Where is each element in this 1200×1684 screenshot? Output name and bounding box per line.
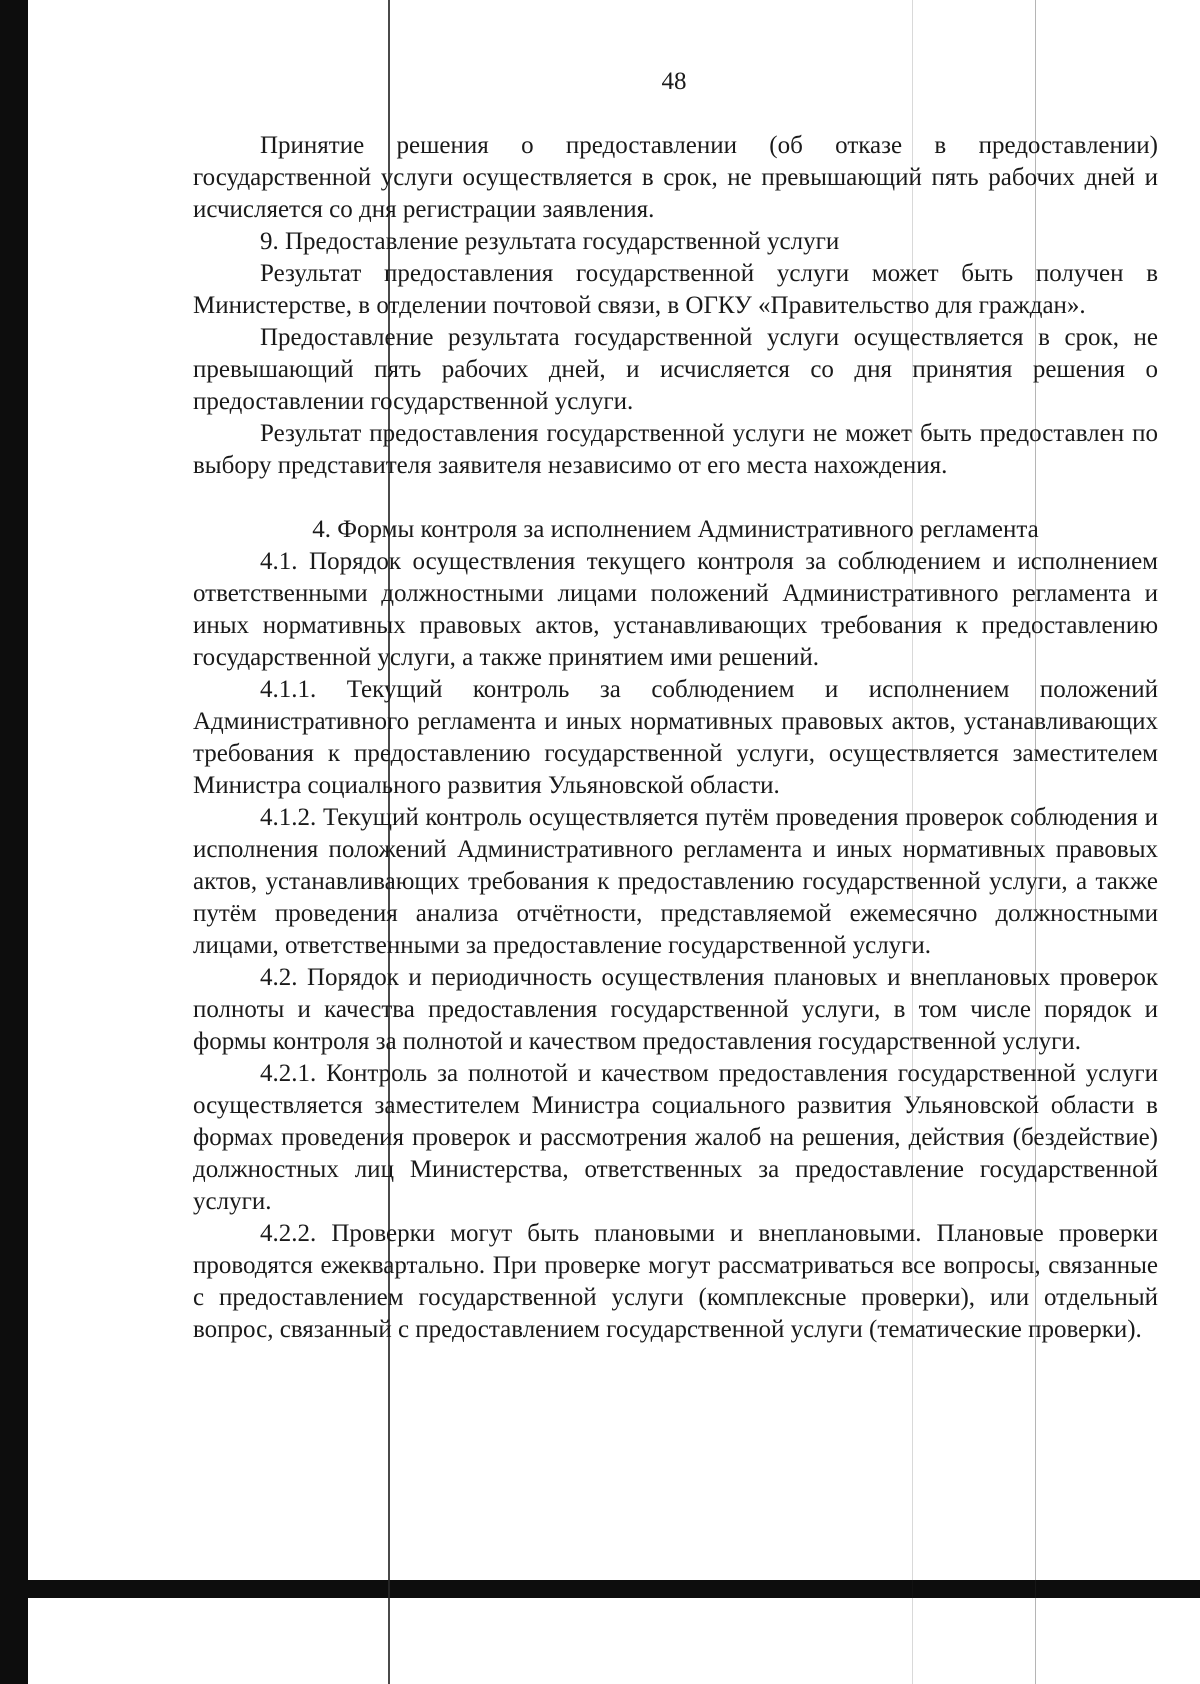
scan-edge-bottom [28, 1580, 1200, 1598]
paragraph-4-1-2: 4.1.2. Текущий контроль осуществляется путём проведения проверок соблюдения и исполнения положений Административного регламента и иных нормативных правовых актов, устанавливающих требования к предоставлению государственной услуги, а также путём проведения анализа отчётности, представляемой ежемесячно должностными лицами, ответственными за предоставление государственной услуги. [193, 804, 1158, 959]
paragraph-result-term: Предоставление результата государственной услуги осуществляется в срок, не превышающий пять рабочих дней, и исчисляется со дня принятия решения о предоставлении государственной услуги. [193, 324, 1158, 415]
paragraph-4-1-1: 4.1.1. Текущий контроль за соблюдением и исполнением положений Административного регламента и иных нормативных правовых актов, устанавливающих требования к предоставлению государственной услуги, осуществляется заместителем Министра социального развития Ульяновской области. [193, 676, 1158, 799]
section-9-heading: 9. Предоставление результата государственной услуги [260, 228, 840, 255]
paragraph-4-1: 4.1. Порядок осуществления текущего контроля за соблюдением и исполнением ответственными должностными лицами положений Административного регламента и иных нормативных правовых актов, устанавливающих требования к предоставлению государственной услуги, а также принятием ими решений. [193, 548, 1158, 671]
paragraph-4-2-1: 4.2.1. Контроль за полнотой и качеством предоставления государственной услуги осуществляется заместителем Министра социального развития Ульяновской области в формах проведения проверок и рассмотрения жалоб на решения, действия (бездействие) должностных лиц Министерства, ответственных за предоставление государственной услуги. [193, 1060, 1158, 1215]
paragraph-result-extraterritorial: Результат предоставления государственной услуги не может быть предоставлен по выбору представителя заявителя независимо от его места нахождения. [193, 420, 1158, 479]
paragraph-4-2: 4.2. Порядок и периодичность осуществления плановых и внеплановых проверок полноты и качества предоставления государственной услуги, в том числе порядок и формы контроля за полнотой и качеством предоставления государственной услуги. [193, 964, 1158, 1055]
paragraph-decision-term: Принятие решения о предоставлении (об отказе в предоставлении) государственной услуги осуществляется в срок, не превышающий пять рабочих дней и исчисляется со дня регистрации заявления. [193, 132, 1158, 223]
paragraph-result-places: Результат предоставления государственной услуги может быть получен в Министерстве, в отделении почтовой связи, в ОГКУ «Правительство для граждан». [193, 260, 1158, 319]
section-4-heading: 4. Формы контроля за исполнением Административного регламента [312, 516, 1039, 543]
document-body [193, 130, 1158, 1346]
paragraph-4-2-2: 4.2.2. Проверки могут быть плановыми и внеплановыми. Плановые проверки проводятся ежеквартально. При проверке могут рассматриваться все вопросы, связанные с предоставлением государственной услуги (комплексные проверки), или отдельный вопрос, связанный с предоставлением государственной услуги (тематические проверки). [193, 1220, 1158, 1343]
page-number: 48 [661, 68, 687, 95]
scan-edge-left [0, 0, 28, 1684]
